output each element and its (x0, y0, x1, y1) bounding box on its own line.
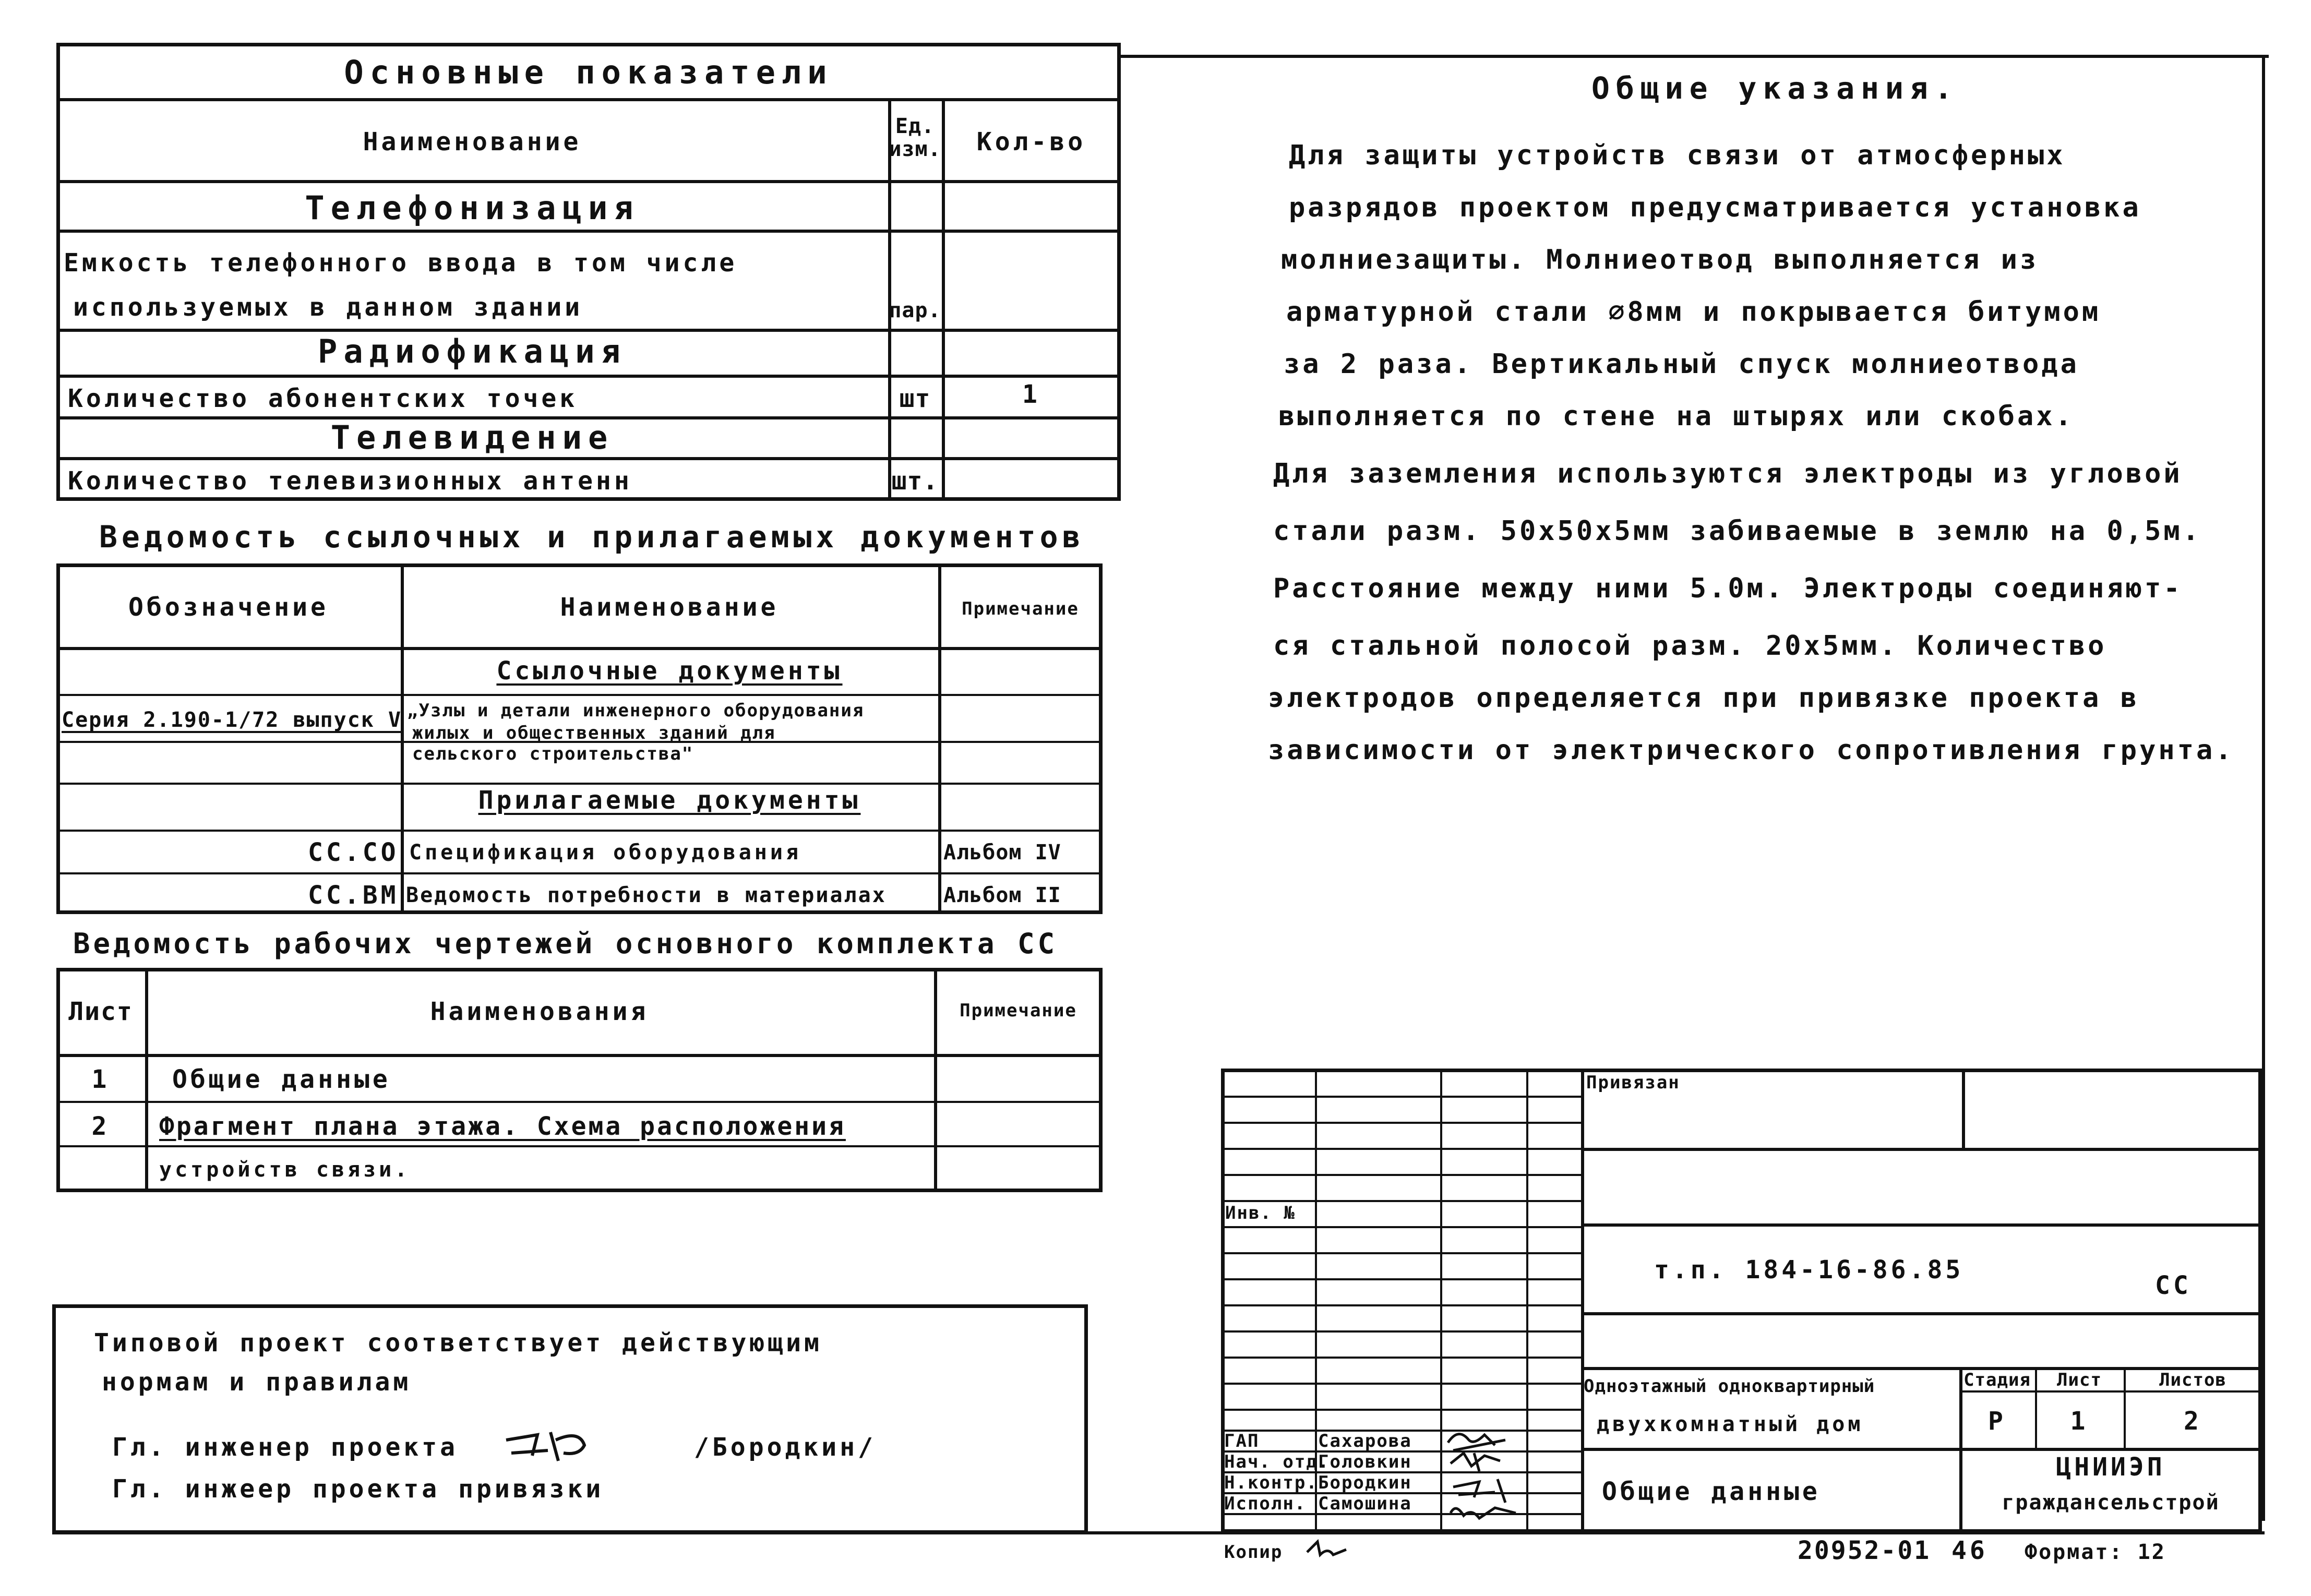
ref-name-line2: жилых и общественных зданий для (412, 723, 776, 743)
chief-engineer-label: Гл. инженер проекта (112, 1433, 459, 1462)
binding-engineer-label: Гл. инжеер проекта привязки (112, 1474, 604, 1504)
att2-name: Ведомость потребности в материалах (406, 883, 887, 907)
document-title: Общие данные (1602, 1477, 1821, 1506)
role-department-head: Нач. отд. (1224, 1451, 1330, 1472)
org-name-line1: ЦНИИЭП (2056, 1453, 2165, 1482)
sheet-format: Формат: 12 (2025, 1540, 2166, 1564)
unit-pcs-radio: шт (899, 384, 931, 413)
object-name-line2: двухкомнатный дом (1597, 1412, 1864, 1436)
chief-engineer-signature (501, 1424, 605, 1471)
att1-note: Альбом IV (943, 841, 1061, 865)
row2-sheet-number: 2 (91, 1112, 110, 1141)
general-notes-title: Общие указания. (1591, 70, 1959, 106)
col-name-header: Наименование (363, 127, 582, 157)
role-norm-control: Н.контр. (1224, 1472, 1318, 1493)
row-telephone-capacity: Емкость телефонного ввода в том числе (64, 248, 738, 278)
stage-header: Стадия (1963, 1370, 2031, 1390)
section-attached-docs: Прилагаемые документы (478, 786, 861, 815)
notes-line-8: стали разм. 50х50х5мм забиваемые в землю на 0,5м. (1273, 515, 2202, 547)
row-tv-antennas: Количество телевизионных антенн (68, 466, 632, 496)
main-indicators-title: Основные показатели (344, 53, 833, 91)
att2-note: Альбом II (943, 883, 1061, 907)
notes-line-4: арматурной стали ⌀8мм и покрывается битумом (1286, 296, 2101, 328)
notes-line-5: за 2 раза. Вертикальный спуск молниеотвода (1284, 349, 2079, 380)
ref-name-line3: сельского строительства" (412, 743, 694, 764)
stage-value: Р (1988, 1407, 2006, 1436)
notes-line-1: Для защиты устройств связи от атмосферных (1289, 140, 2066, 171)
col-remark-header: Примечание (960, 1000, 1077, 1021)
role-executor: Исполн. (1224, 1493, 1307, 1514)
row-subscriber-points: Количество абонентских точек (68, 384, 578, 413)
col-code-header: Обозначение (128, 593, 329, 622)
project-code: т.п. 184-16-86.85 (1654, 1255, 1964, 1285)
row2-drawing-name-cont: устройств связи. (159, 1158, 411, 1182)
sheet-header: Лист (2057, 1370, 2102, 1390)
section-tv: Телевидение (330, 418, 614, 457)
section-radio: Радиофикация (318, 332, 627, 370)
notes-line-3: молниезащиты. Молниеотвод выполняется из (1281, 244, 2039, 275)
col-unit-header: Ед. изм. (889, 114, 941, 161)
sheets-value: 2 (2184, 1407, 2202, 1436)
role-chief-architect: ГАП (1224, 1431, 1260, 1451)
inventory-number: 20952-01 (1798, 1536, 1931, 1565)
col-drawing-name-header: Наименования (430, 997, 649, 1026)
notes-line-6: выполняется по стене на штырях или скобах. (1278, 401, 2074, 432)
section-referenced-docs: Ссылочные документы (496, 656, 843, 686)
att1-name: Спецификация оборудования (409, 841, 802, 865)
object-name-line1: Одноэтажный одноквартирный (1584, 1376, 1875, 1397)
row1-sheet-number: 1 (91, 1065, 110, 1094)
name-sakharova: Сахарова (1318, 1431, 1412, 1451)
col-note-header: Примечание (962, 598, 1079, 619)
row-used-in-building: используемых в данном здании (73, 293, 583, 322)
sheets-header: Листов (2159, 1370, 2226, 1390)
att2-code: СС.ВМ (308, 881, 399, 910)
notes-line-9: Расстояние между ними 5.0м. Электроды соединяют- (1273, 573, 2183, 604)
notes-line-2: разрядов проектом предусматривается установка (1289, 192, 2141, 223)
unit-pairs: пар. (889, 298, 941, 322)
chief-engineer-name: /Бородкин/ (694, 1433, 876, 1462)
col-qty-header: Кол-во (976, 127, 1086, 157)
work-title: Ведомость рабочих чертежей основного комплекта СС (73, 927, 1058, 960)
notes-line-7: Для заземления используются электроды из угловой (1273, 458, 2183, 489)
row2-drawing-name: Фрагмент плана этажа. Схема расположения (159, 1112, 846, 1141)
sheet-value: 1 (2070, 1407, 2089, 1436)
notes-line-10: ся стальной полосой разм. 20х5мм. Количество (1273, 630, 2107, 662)
name-samoshina: Самошина (1318, 1493, 1412, 1514)
title-block-signatures (1443, 1424, 1526, 1529)
notes-line-12: зависимости от электрического сопротивления грунта. (1268, 735, 2234, 766)
qty-radio: 1 (1022, 380, 1040, 409)
page-number: 46 (1951, 1536, 1988, 1565)
statement-line1: Типовой проект соответствует действующим (94, 1328, 822, 1358)
copied-by-label: Копир (1224, 1542, 1283, 1563)
statement-line2: нормам и правилам (102, 1367, 412, 1397)
att1-code: СС.СО (308, 838, 399, 867)
ref-name-line1: „Узлы и детали инженерного оборудования (407, 700, 865, 721)
copier-signature (1304, 1537, 1351, 1563)
ref-series-code: Серия 2.190-1/72 выпуск V (62, 708, 402, 732)
col-sheet-header: Лист (68, 997, 133, 1026)
privyazan-label: Привязан (1586, 1072, 1680, 1093)
org-name-line2: граждансельстрой (2002, 1491, 2220, 1515)
row1-drawing-name: Общие данные (172, 1065, 391, 1094)
section-telephony: Телефонизация (305, 189, 640, 227)
name-borodkin: Бородкин (1318, 1472, 1412, 1493)
notes-line-11: электродов определяется при привязке проекта в (1268, 682, 2140, 714)
refs-title: Ведомость ссылочных и прилагаемых документов (99, 519, 1085, 555)
col-docname-header: Наименование (560, 593, 779, 622)
inventory-number-label: Инв. № (1225, 1203, 1296, 1223)
name-golovkin: Головкин (1318, 1451, 1412, 1472)
drawing-mark: СС (2155, 1271, 2192, 1300)
unit-pcs-tv: шт. (891, 466, 939, 496)
